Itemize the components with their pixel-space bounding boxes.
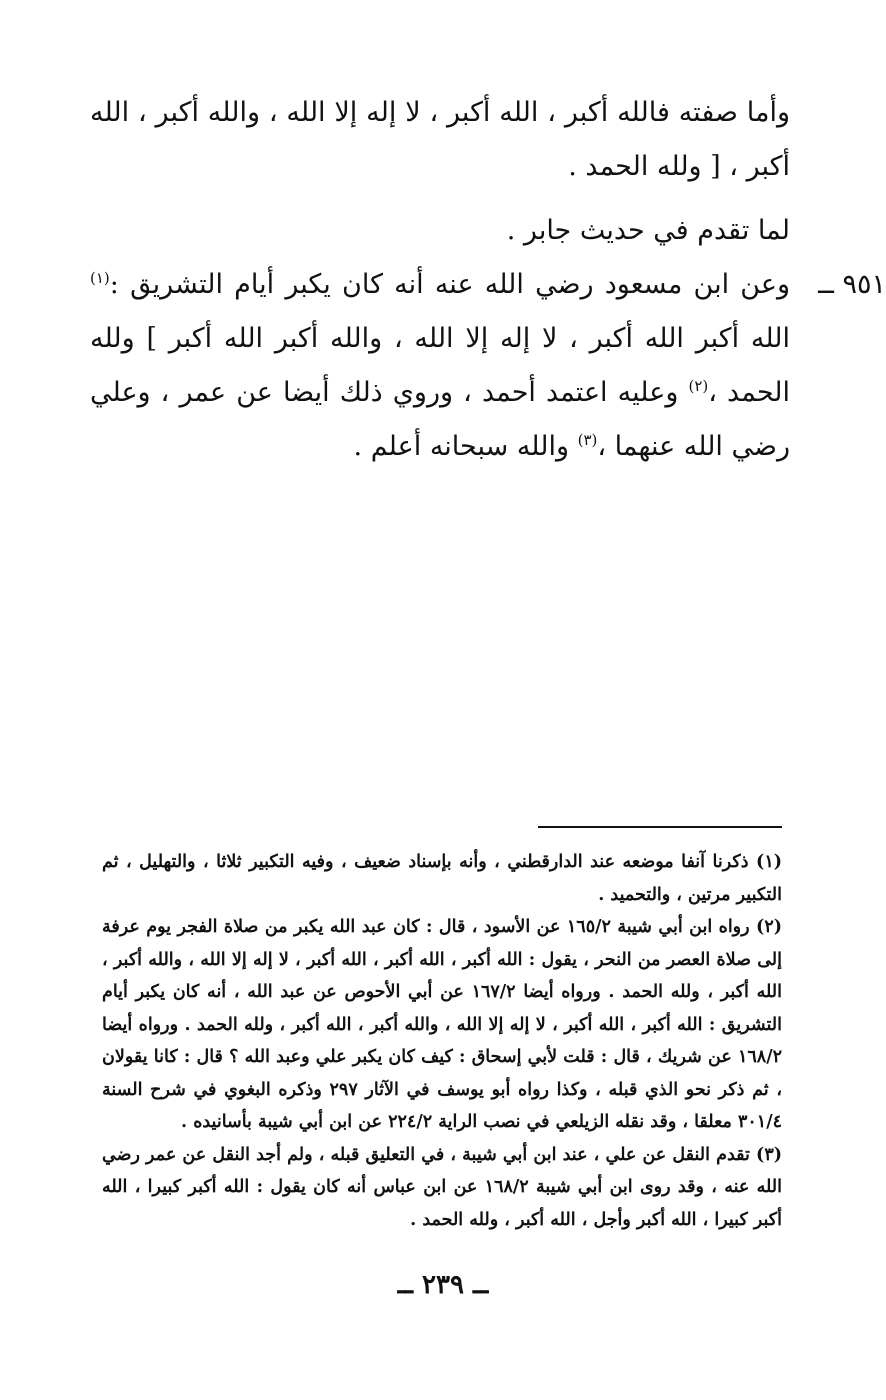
footnote-3: (٣) تقدم النقل عن علي ، عند ابن أبي شيبة ، في التعليق قبله ، ولم أجد النقل عن عمر رضي الله عنه ، وقد روى ابن أبي شيبة ١٦٨/٢ عن ابن عباس أنه كان يقول : الله أكبر كبيرا ، الله أكبر كبيرا ، الله أكبر وأجل ، الله أكبر ، ولله الحمد . — [102, 1144, 782, 1230]
hadith-number: ٩٥١ ــ — [818, 269, 886, 300]
hadith-text-part-2: الله أكبر الله أكبر ، لا إله إلا الله ، والله أكبر الله أكبر ] ولله الحمد ، — [90, 323, 790, 408]
footnote-ref-2: (٢) — [688, 377, 709, 395]
footnote-1: (١) ذكرنا آنفا موضعه عند الدارقطني ، وأنه بإسناد ضعيف ، وفيه التكبير ثلاثا ، والتهليل ، ثم التكبير مرتين ، والتحميد . — [102, 852, 782, 905]
footnote-ref-3: (٣) — [577, 431, 598, 449]
hadith-text-part-1: وعن ابن مسعود رضي الله عنه أنه كان يكبر أيام التشريق : — [109, 269, 790, 300]
footnote-2: (٢) رواه ابن أبي شيبة ١٦٥/٢ عن الأسود ، قال : كان عبد الله يكبر من صلاة الفجر يوم عرفة إلى صلاة العصر من النحر ، يقول : الله أكبر ، الله أكبر ، الله أكبر ، لا إله إلا الله ، والله أكبر ، الله أكبر ، ولله الحمد . ورواه أيضا ١٦٧/٢ عن أبي الأحوص عن عبد الله ، أنه كان يكبر أيام التشريق : الله أكبر ، الله أكبر ، لا إله إلا الله ، والله أكبر ، الله أكبر ، ولله الحمد . ورواه أيضا ١٦٨/٢ عن شريك ، قال : قلت لأبي إسحاق : كيف كان يكبر علي وعبد الله ؟ قال : كانا يقولان ، ثم ذكر نحو الذي قبله ، وكذا رواه أبو يوسف في الآثار ٢٩٧ وذكره البغوي في شرح السنة ٣٠١/٤ معلقا ، وقد نقله الزيلعي في نصب الراية ٢٢٤/٢ عن ابن أبي شيبة بأسانيده . — [102, 917, 782, 1132]
footnote-separator — [538, 826, 782, 828]
hadith-text-part-3: وعليه اعتمد أحمد ، وروي ذلك أيضا عن عمر ، وعلي رضي الله عنهما ، — [90, 377, 790, 462]
footnotes — [102, 846, 782, 1236]
main-text — [90, 86, 886, 474]
footnote-ref-1: (١) — [90, 269, 110, 287]
hadith-paragraph — [90, 258, 886, 474]
paragraph-takbir-form: وأما صفته فالله أكبر ، الله أكبر ، لا إله إلا الله ، والله أكبر ، الله أكبر ، [ ولله الحمد . — [90, 97, 790, 182]
page-number: ــ ٢٣٩ ــ — [397, 1270, 489, 1300]
paragraph-evidence: لما تقدم في حديث جابر . — [506, 215, 790, 246]
hadith-text-part-4: والله سبحانه أعلم . — [353, 431, 569, 462]
